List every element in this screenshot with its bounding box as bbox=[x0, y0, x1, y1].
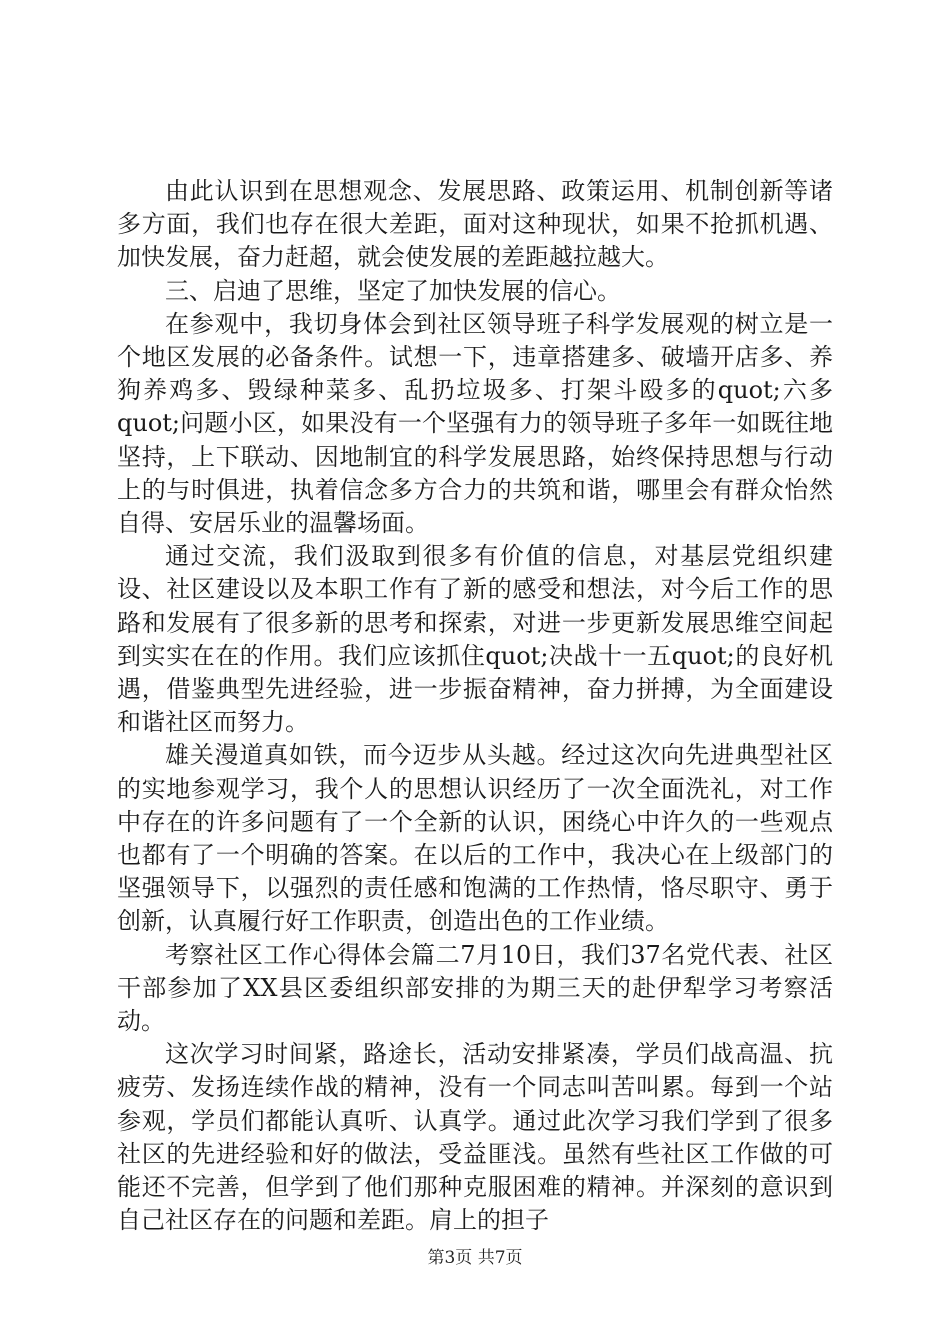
paragraph: 由此认识到在思想观念、发展思路、政策运用、机制创新等诸多方面，我们也存在很大差距，面对这种现状，如果不抢抓机遇、加快发展，奋力赶超，就会使发展的差距越拉越大。 bbox=[117, 177, 833, 272]
paragraph: 这次学习时间紧，路途长，活动安排紧凑，学员们战高温、抗疲劳、发扬连续作战的精神，没有一个同志叫苦叫累。每到一个站参观，学员们都能认真听、认真学。通过此次学习我们学到了很多社区的先进经验和好的做法，受益匪浅。虽然有些社区工作做的可能还不完善，但学到了他们那种克服困难的精神。并深刻的意识到自己社区存在的问题和差距。肩上的担子 bbox=[117, 1040, 833, 1235]
paragraph: 通过交流，我们汲取到很多有价值的信息，对基层党组织建设、社区建设以及本职工作有了新的感受和想法，对今后工作的思路和发展有了很多新的思考和探索，对进一步更新发展思维空间起到实实在在的作用。我们应该抓住quot;决战十一五quot;的良好机遇，借鉴典型先进经验，进一步振奋精神，奋力拼搏，为全面建设和谐社区而努力。 bbox=[117, 542, 833, 737]
paragraph: 考察社区工作心得体会篇二7月10日，我们37名党代表、社区干部参加了XX县区委组织部安排的为期三天的赴伊犁学习考察活动。 bbox=[117, 940, 833, 1036]
document-body bbox=[117, 175, 833, 1238]
section-heading: 三、启迪了思维，坚定了加快发展的信心。 bbox=[165, 276, 621, 305]
paragraph: 在参观中，我切身体会到社区领导班子科学发展观的树立是一个地区发展的必备条件。试想一下，违章搭建多、破墙开店多、养狗养鸡多、毁绿种菜多、乱扔垃圾多、打架斗殴多的quot;六多quot;问题小区，如果没有一个坚强有力的领导班子多年一如既往地坚持，上下联动、因地制宜的科学发展思路，始终保持思想与行动上的与时俱进，执着信念多方合力的共筑和谐，哪里会有群众怡然自得、安居乐业的温馨场面。 bbox=[117, 309, 833, 538]
paragraph: 雄关漫道真如铁，而今迈步从头越。经过这次向先进典型社区的实地参观学习，我个人的思想认识经历了一次全面洗礼，对工作中存在的许多问题有了一个全新的认识，困绕心中许久的一些观点也都有了一个明确的答案。在以后的工作中，我决心在上级部门的坚强领导下，以强烈的责任感和饱满的工作热情，恪尽职守、勇于创新，认真履行好工作职责，创造出色的工作业绩。 bbox=[117, 741, 833, 936]
page-number-footer: 第3页 共7页 bbox=[427, 1248, 523, 1268]
